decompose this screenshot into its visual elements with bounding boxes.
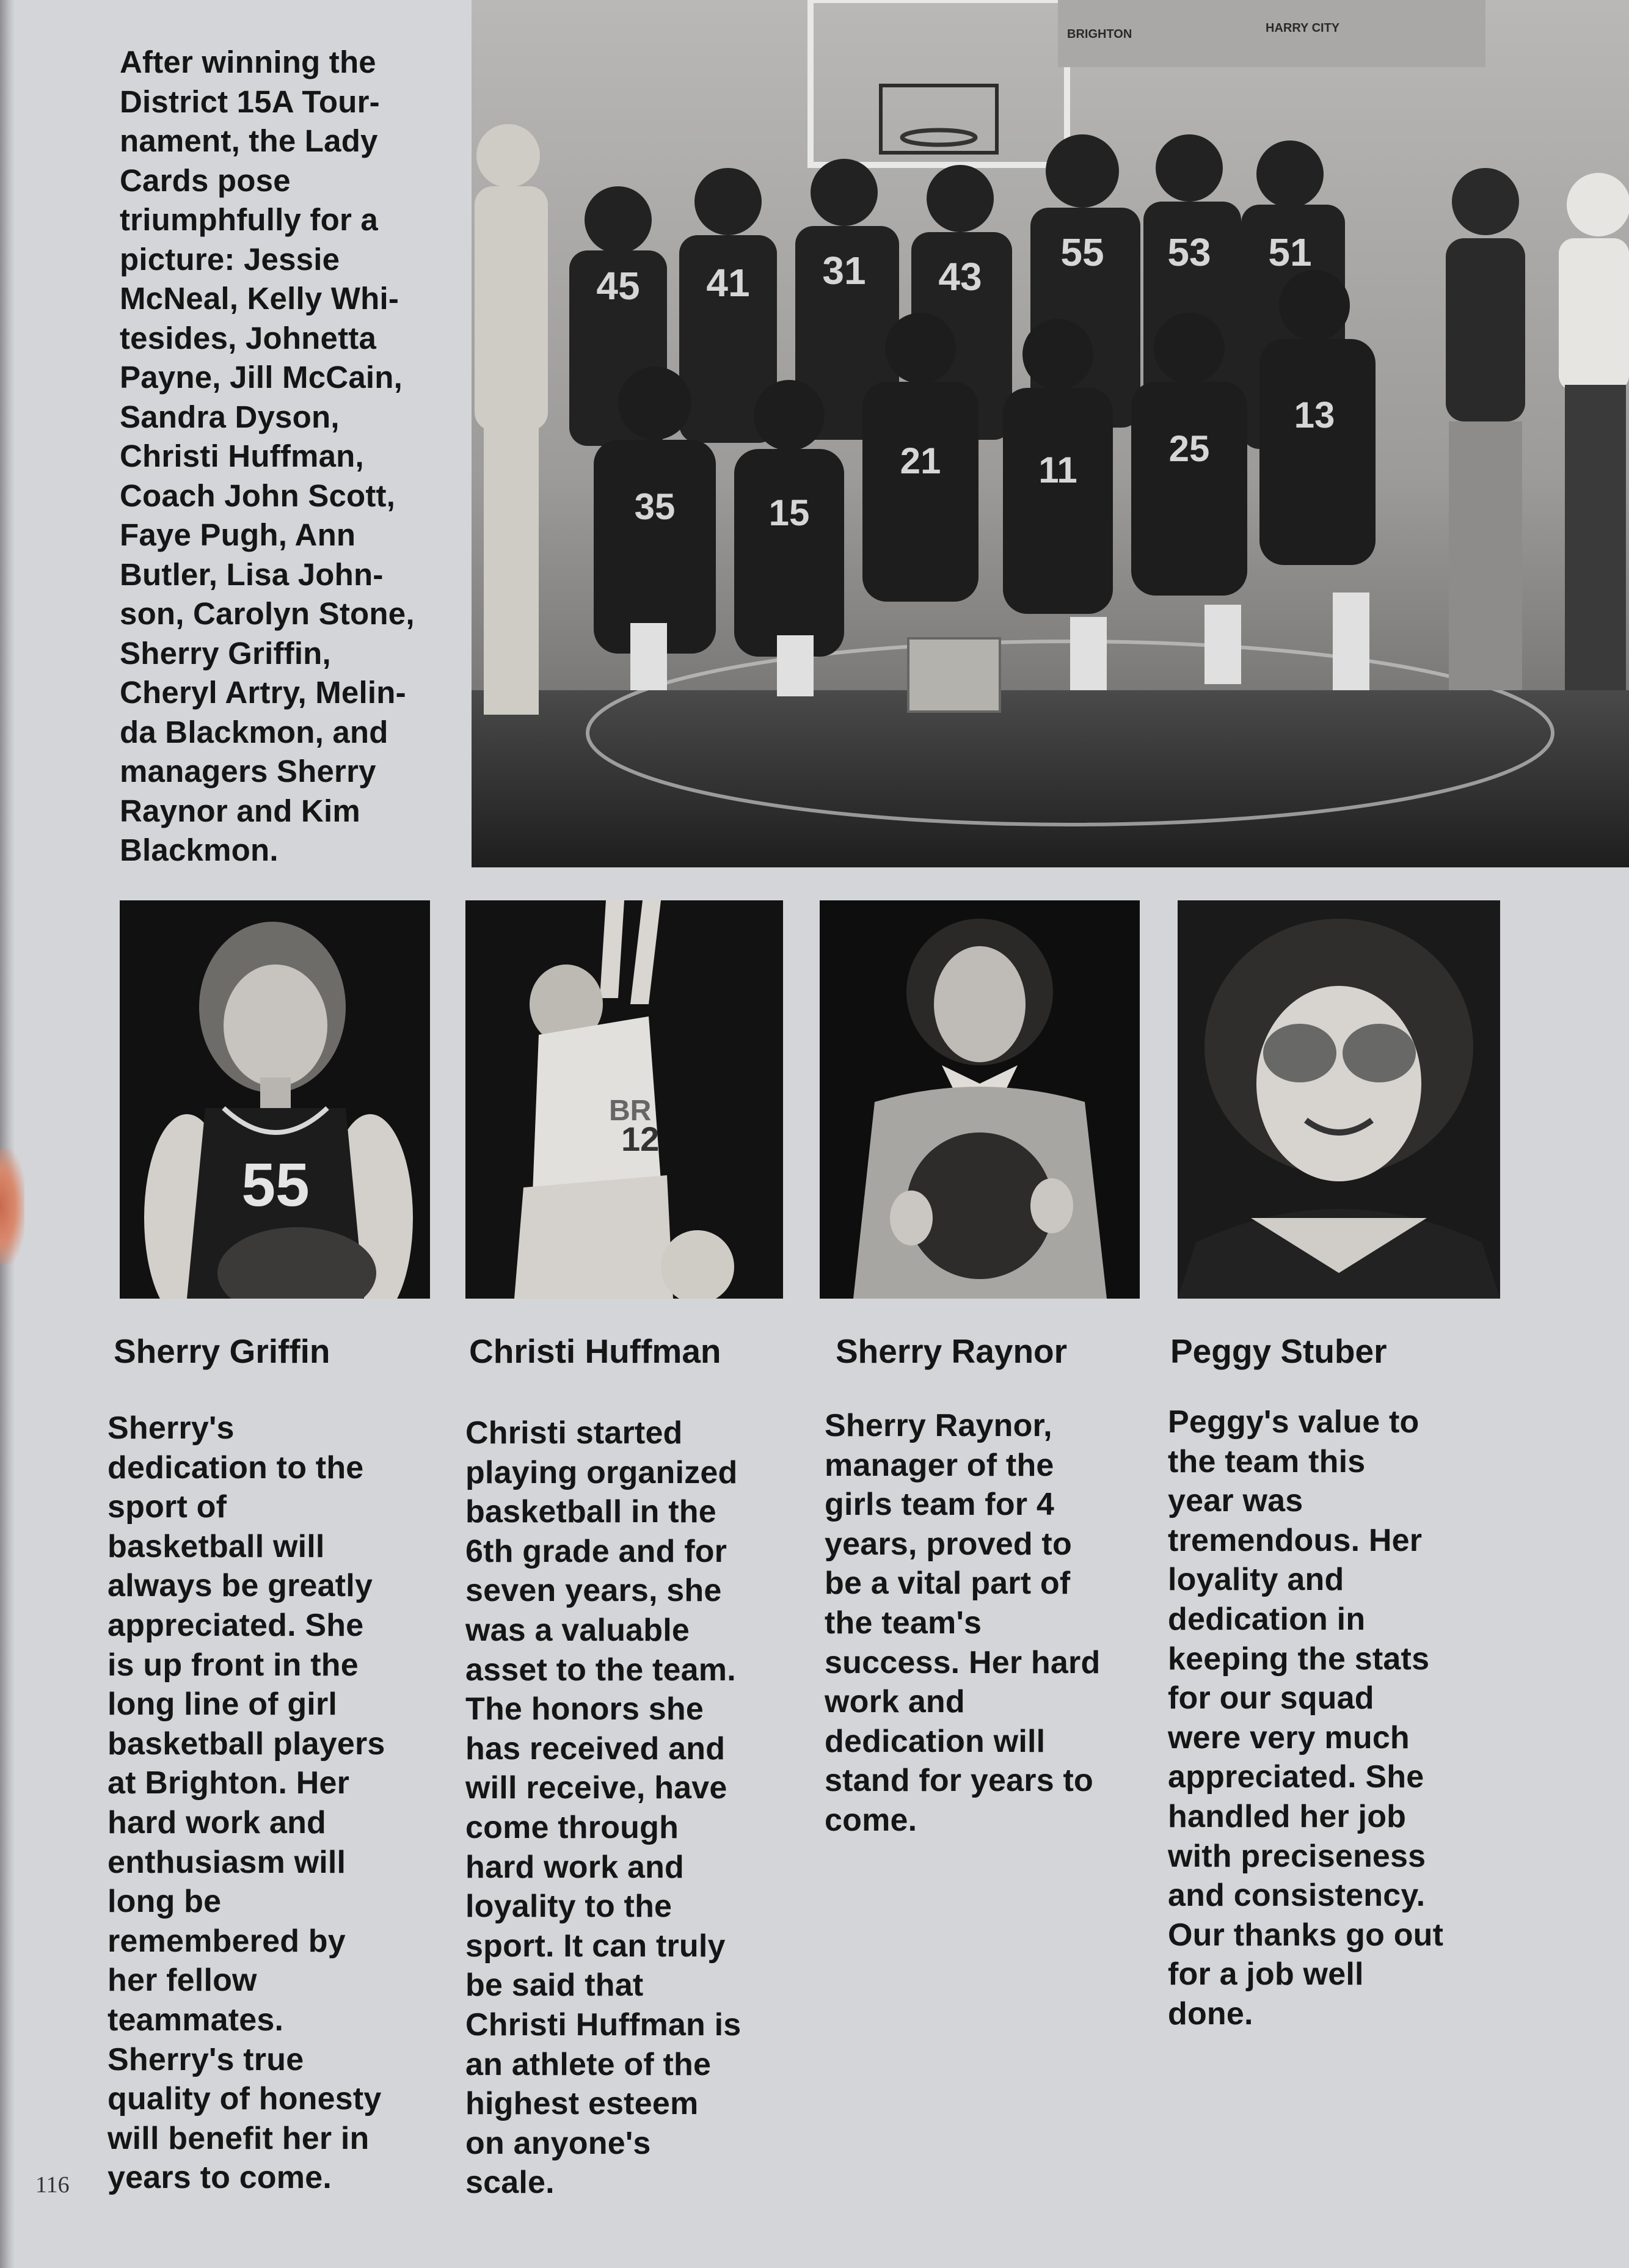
profile-name-peggy-stuber: Peggy Stuber — [1170, 1332, 1387, 1370]
jersey-number-front-4: 11 — [1038, 450, 1077, 490]
jersey-number-back-5: 55 — [1060, 230, 1104, 274]
jersey-number-back-3: 31 — [822, 249, 866, 293]
banner-text-left: BRIGHTON — [1067, 27, 1132, 41]
team-photo-caption: After winning the District 15A Tour- nament, the Lady Cards pose triumphfully for a picture: Jessie McNeal, Kelly Whi- tesides, Johnetta Payne, Jill McCain, Sandra Dyson, Christi Huffman, Coach John Scott, Faye Pugh, Ann Butler, Lisa John- son, Carolyn Stone, Sherry Griffin, Cheryl Artry, Melin- da Blackmon, and managers Sherry Raynor and Kim Blackmon. — [120, 45, 415, 867]
profile-name-christi-huffman: Christi Huffman — [469, 1332, 721, 1370]
profile-bio-peggy-stuber: Peggy's value to the team this year was tremendous. Her loyality and dedication in keeping the stats for our squad were very much appreciated. She handled her job with preciseness and consistency. Our thanks go out for a job well done. — [1168, 1404, 1444, 2032]
portrait-christi-huffman — [465, 900, 783, 1299]
profile-bio-sherry-raynor: Sherry Raynor, manager of the girls team for 4 years, proved to be a vital part of the team's success. Her hard work and dedication will stand for years to come. — [825, 1408, 1101, 1838]
jersey-number-back-1: 45 — [596, 264, 640, 308]
profile-name-sherry-griffin: Sherry Griffin — [114, 1332, 330, 1370]
profile-name-sherry-raynor: Sherry Raynor — [836, 1332, 1068, 1370]
portrait-sherry-griffin — [120, 900, 430, 1299]
jersey-number-back-4: 43 — [938, 255, 982, 299]
jersey-number-front-3: 21 — [900, 440, 941, 481]
sherry-griffin-jersey-number: 55 — [241, 1151, 310, 1219]
page-number: 116 — [35, 2172, 70, 2198]
page-tab-mark — [0, 1148, 24, 1264]
jersey-number-front-2: 15 — [768, 492, 810, 533]
jersey-number-front-5: 25 — [1168, 428, 1210, 469]
jersey-number-back-6: 53 — [1167, 230, 1211, 274]
jersey-number-front-6: 13 — [1294, 395, 1335, 436]
christi-huffman-jersey-number: 12 — [621, 1120, 660, 1158]
profile-bio-sherry-griffin: Sherry's dedication to the sport of basketball will always be greatly appreciated. She is up front in the long line of girl basketball players at Brighton. Her hard work and enthusiasm will long be remembered by her fellow teammates. Sherry's true quality of honesty will benefit her in years to come. — [108, 1410, 385, 2196]
page-binding-edge — [0, 0, 15, 2268]
banner-text-right: HARRY CITY — [1266, 21, 1340, 35]
christi-huffman-jersey-text: BR — [609, 1095, 652, 1127]
jersey-number-back-7: 51 — [1268, 230, 1312, 274]
jersey-number-back-2: 41 — [706, 261, 750, 305]
team-photo — [472, 0, 1629, 867]
jersey-number-front-1: 35 — [634, 486, 676, 527]
portrait-peggy-stuber — [1178, 900, 1500, 1299]
profile-bio-christi-huffman: Christi started playing organized basketball in the 6th grade and for seven years, she was a valuable asset to the team. The honors she has received and will receive, have come through hard work and loyality to the sport. It can truly be said that Christi Huffman is an athlete of the highest esteem on anyone's scale. — [465, 1415, 742, 2201]
portrait-sherry-raynor — [820, 900, 1140, 1299]
